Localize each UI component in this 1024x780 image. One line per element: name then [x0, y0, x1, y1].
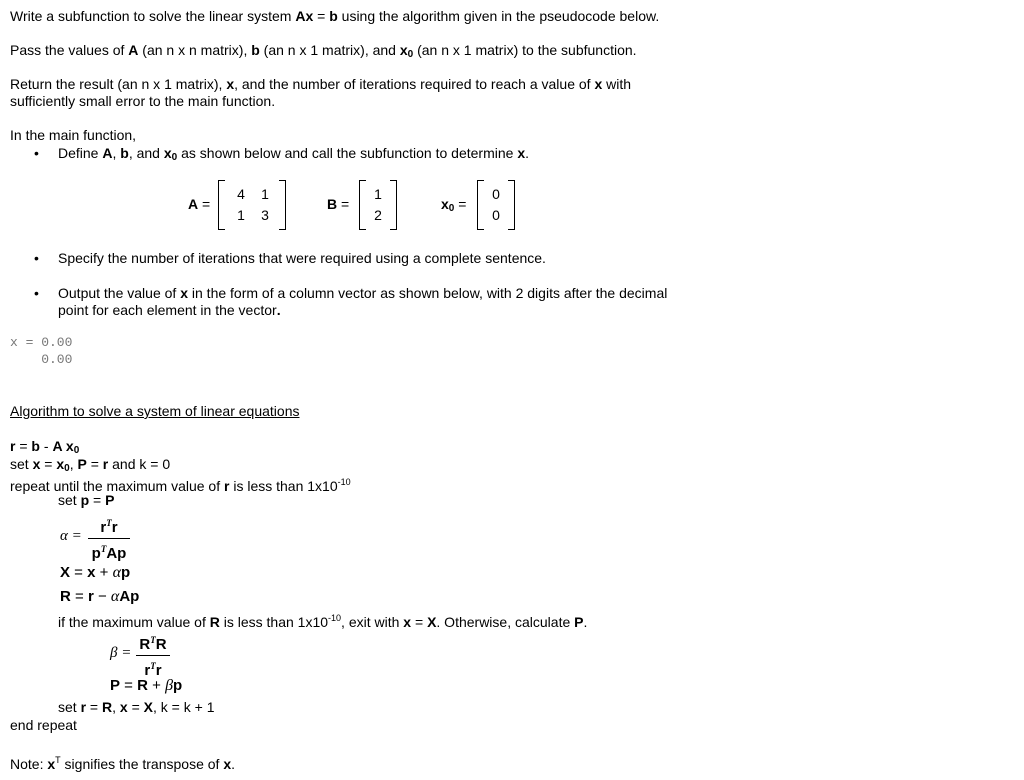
matrix-b-cell: 2: [374, 207, 382, 223]
text: using the algorithm given in the pseudocode below.: [337, 8, 660, 24]
bracket-right: [508, 180, 515, 230]
text: =: [86, 456, 103, 472]
p-update-equation: [110, 677, 182, 695]
subscript: 0: [407, 49, 414, 60]
beta-fraction: [136, 631, 170, 680]
text: =: [40, 456, 57, 472]
text: =: [70, 588, 88, 605]
text: (an n x n matrix),: [138, 42, 252, 58]
superscript: T: [55, 755, 61, 765]
matrix-b: [359, 180, 397, 228]
algo-line-if: [58, 610, 587, 631]
subscript: 0: [73, 445, 80, 456]
text: α: [112, 564, 121, 581]
text: =: [70, 564, 88, 581]
text: x: [517, 145, 526, 161]
text: r: [80, 699, 87, 715]
text: Ap: [106, 545, 127, 562]
text: x: [87, 564, 96, 581]
bracket-left: [359, 180, 366, 230]
text: ,: [112, 699, 120, 715]
text: signifies the transpose of: [60, 756, 224, 772]
fraction-bar: [136, 655, 170, 656]
text: is less than 1x10: [219, 614, 329, 630]
text: Pass the values of: [10, 42, 129, 58]
text: x: [119, 699, 128, 715]
text: r: [10, 438, 16, 454]
text: B: [327, 196, 338, 212]
text: .: [276, 302, 281, 318]
text: x: [403, 614, 412, 630]
superscript: T: [150, 661, 156, 671]
text: (an n x 1 matrix), and: [259, 42, 400, 58]
text: +: [95, 564, 113, 581]
note-line: [10, 752, 235, 773]
text: −: [93, 588, 111, 605]
fraction-bar: [88, 538, 130, 539]
matrix-a-label: [188, 196, 210, 213]
algo-line-set-r: [58, 699, 215, 716]
bullet-define: [58, 145, 529, 166]
beta-lhs: β =: [110, 645, 132, 661]
text: A x: [52, 438, 74, 454]
text: b: [120, 145, 129, 161]
text: R: [155, 636, 167, 653]
text: p: [120, 564, 131, 581]
text: R: [139, 636, 151, 653]
text: x: [441, 196, 449, 212]
intro-line-1: [10, 8, 659, 25]
matrix-a-cell: 1: [237, 207, 245, 223]
text: =: [313, 8, 330, 24]
x-update-equation: [60, 564, 130, 582]
text: p: [80, 492, 90, 508]
text: Write a subfunction to solve the linear system: [10, 8, 296, 24]
text: R: [137, 677, 148, 694]
text: .: [583, 614, 588, 630]
text: =: [341, 196, 350, 212]
text: ,: [69, 456, 78, 472]
text: x: [32, 456, 41, 472]
text: Note:: [10, 756, 48, 772]
text: =: [458, 196, 467, 212]
text: , exit with: [341, 614, 404, 630]
matrix-x0: [477, 180, 515, 228]
text: ,: [112, 145, 121, 161]
text: R: [60, 588, 71, 605]
text: set: [10, 456, 33, 472]
text: b: [251, 42, 260, 58]
bullet-output-line-1: [58, 285, 667, 302]
text: =: [202, 196, 211, 212]
alpha-fraction: [88, 514, 130, 563]
text: b: [329, 8, 338, 24]
text: A: [102, 145, 113, 161]
intro-line-2: [10, 42, 637, 63]
text: r: [102, 456, 109, 472]
text: x: [180, 285, 188, 301]
algo-line-end: end repeat: [10, 717, 77, 733]
intro-line-4: sufficiently small error to the main function.: [10, 93, 276, 109]
text: . Otherwise, calculate: [436, 614, 575, 630]
text: X: [60, 564, 71, 581]
text: x: [56, 456, 65, 472]
text: Ax: [295, 8, 314, 24]
superscript: T: [106, 518, 112, 528]
text: r: [111, 519, 118, 536]
text: r: [224, 478, 230, 494]
intro-line-3: [10, 76, 694, 93]
text: =: [120, 677, 138, 694]
text: .: [231, 756, 235, 772]
matrix-x0-label: [441, 196, 466, 217]
text: set: [58, 492, 81, 508]
text: x: [399, 42, 408, 58]
text: .: [525, 145, 530, 161]
text: r: [144, 662, 151, 679]
text: r: [100, 519, 107, 536]
text: , and: [128, 145, 164, 161]
text: x: [223, 756, 232, 772]
text: R: [209, 614, 220, 630]
text: Define: [58, 145, 103, 161]
alpha-lhs: α =: [60, 528, 82, 544]
matrix-b-cell: 1: [374, 186, 382, 202]
text: Ap: [119, 588, 140, 605]
algorithm-heading: Algorithm to solve a system of linear equations: [10, 403, 300, 419]
text-group: [10, 76, 631, 93]
matrix-x0-cell: 0: [492, 207, 500, 223]
bracket-right: [390, 180, 397, 230]
text: -: [39, 438, 53, 454]
text: A: [128, 42, 139, 58]
text: point for each element in the vector: [58, 302, 277, 318]
text: p: [173, 677, 183, 694]
alpha-denominator: [88, 540, 130, 563]
text: P: [574, 614, 584, 630]
subscript: 0: [64, 463, 70, 474]
superscript: -10: [337, 477, 351, 487]
beta-numerator: [136, 631, 170, 654]
text: R: [102, 699, 113, 715]
intro-line-5: In the main function,: [10, 127, 137, 143]
matrix-a: [218, 180, 286, 228]
text: +: [147, 677, 166, 694]
text: r: [87, 588, 94, 605]
text: in the form of a column vector as shown below, with 2 digits after the decimal: [188, 285, 668, 301]
text: repeat until the maximum value of: [10, 478, 224, 494]
bullet-iterations: Specify the number of iterations that were required using a complete sentence.: [58, 250, 546, 266]
text: P: [77, 456, 87, 472]
subscript: 0: [171, 152, 178, 163]
text: =: [86, 699, 102, 715]
text: x: [47, 756, 56, 772]
superscript: T: [150, 635, 156, 645]
text: β: [165, 677, 174, 694]
alpha-numerator: [88, 514, 130, 537]
text: X: [427, 614, 437, 630]
text: Output the value of: [58, 285, 181, 301]
text: (an n x 1 matrix) to the subfunction.: [413, 42, 637, 58]
text: p: [91, 545, 101, 562]
text: is less than 1x10: [229, 478, 338, 494]
matrix-x0-cell: 0: [492, 186, 500, 202]
text: and k = 0: [108, 456, 171, 472]
text: x: [226, 76, 235, 92]
text: x: [163, 145, 172, 161]
bullet-dot: •: [34, 250, 39, 266]
matrix-b-label: [327, 196, 349, 213]
text: P: [105, 492, 115, 508]
text: α: [110, 588, 120, 605]
text: Return the result (an n x 1 matrix),: [10, 76, 227, 92]
bracket-left: [477, 180, 484, 230]
matrix-a-cell: 3: [261, 207, 269, 223]
text: r: [155, 662, 162, 679]
text: with: [602, 76, 632, 92]
text: , and the number of iterations required to reach a value of: [234, 76, 595, 92]
text: =: [15, 438, 32, 454]
output-example-line-2: 0.00: [10, 352, 73, 367]
text: set: [58, 699, 81, 715]
r-update-equation: [60, 588, 139, 606]
text: =: [89, 492, 106, 508]
text: as shown below and call the subfunction to determine: [177, 145, 518, 161]
text: x: [594, 76, 603, 92]
bullet-dot: •: [34, 285, 39, 301]
matrix-a-cell: 1: [261, 186, 269, 202]
bullet-dot: •: [34, 145, 39, 161]
text: P: [110, 677, 121, 694]
text: X: [143, 699, 154, 715]
text: , k = k + 1: [153, 699, 215, 715]
matrix-a-cell: 4: [237, 186, 245, 202]
algo-line-set-p: [58, 492, 114, 509]
bracket-right: [279, 180, 286, 230]
output-example-line-1: x = 0.00: [10, 335, 73, 350]
bullet-output-line-2: [58, 302, 281, 319]
text: b: [31, 438, 40, 454]
text: if the maximum value of: [58, 614, 210, 630]
bracket-left: [218, 180, 225, 230]
text: =: [127, 699, 144, 715]
text: =: [411, 614, 428, 630]
superscript: -10: [328, 613, 342, 623]
superscript: T: [100, 544, 107, 554]
subscript: 0: [448, 203, 455, 214]
text: A: [188, 196, 199, 212]
